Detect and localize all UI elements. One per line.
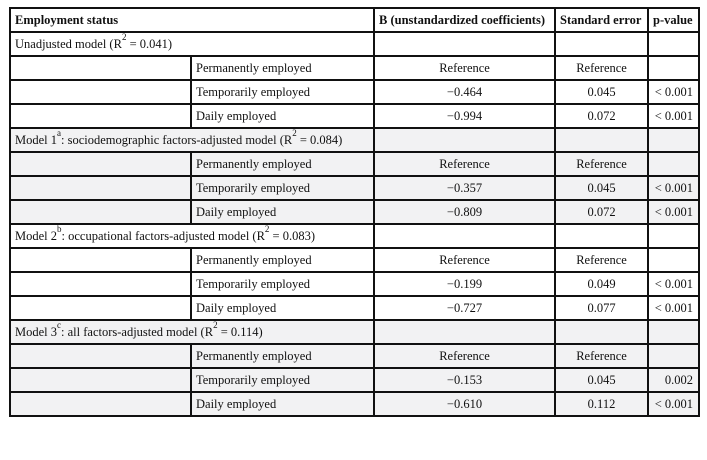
indent-cell <box>10 152 191 176</box>
p-value: 0.002 <box>648 368 699 392</box>
row-label: Daily employed <box>191 104 374 128</box>
p-value: < 0.001 <box>648 392 699 416</box>
b-value: −0.809 <box>374 200 555 224</box>
table-row <box>10 368 699 392</box>
empty-cell <box>648 32 699 56</box>
indent-cell <box>10 56 191 80</box>
model-title <box>10 224 374 248</box>
regression-table-container <box>9 7 698 417</box>
se-value: Reference <box>555 344 648 368</box>
model-description: : sociodemographic factors-adjusted model (R <box>61 132 293 147</box>
indent-cell <box>10 80 191 104</box>
table-row <box>10 344 699 368</box>
b-value: −0.727 <box>374 296 555 320</box>
row-label: Permanently employed <box>191 56 374 80</box>
row-label: Temporarily employed <box>191 176 374 200</box>
table-row <box>10 392 699 416</box>
se-value: 0.072 <box>555 200 648 224</box>
se-value: 0.045 <box>555 368 648 392</box>
empty-cell <box>374 32 555 56</box>
header-employment-status: Employment status <box>10 8 374 32</box>
empty-cell <box>555 320 648 344</box>
p-value: < 0.001 <box>648 176 699 200</box>
model-r2-value: = 0.114) <box>217 324 263 339</box>
indent-cell <box>10 104 191 128</box>
footnote-marker: c <box>57 320 62 331</box>
model-title-row <box>10 224 699 248</box>
se-value: 0.045 <box>555 80 648 104</box>
indent-cell <box>10 368 191 392</box>
se-value: 0.072 <box>555 104 648 128</box>
row-label: Daily employed <box>191 392 374 416</box>
model-title-text: Unadjusted model (R <box>15 36 122 51</box>
se-value: Reference <box>555 56 648 80</box>
indent-cell <box>10 176 191 200</box>
model-title <box>10 32 374 56</box>
b-value: −0.153 <box>374 368 555 392</box>
table-row <box>10 80 699 104</box>
row-label: Permanently employed <box>191 344 374 368</box>
row-label: Temporarily employed <box>191 368 374 392</box>
footnote-marker: b <box>57 224 62 235</box>
b-value: −0.610 <box>374 392 555 416</box>
r2-superscript: 2 <box>292 128 297 139</box>
header-standard-error: Standard error <box>555 8 648 32</box>
se-value: 0.112 <box>555 392 648 416</box>
row-label: Temporarily employed <box>191 272 374 296</box>
model-title-text: Model 1 <box>15 132 58 147</box>
p-value <box>648 56 699 80</box>
se-value: Reference <box>555 248 648 272</box>
se-value: 0.049 <box>555 272 648 296</box>
b-value: Reference <box>374 56 555 80</box>
footnote-marker: a <box>57 128 62 139</box>
empty-cell <box>374 224 555 248</box>
indent-cell <box>10 272 191 296</box>
empty-cell <box>648 320 699 344</box>
empty-cell <box>555 128 648 152</box>
table-row <box>10 104 699 128</box>
empty-cell <box>374 320 555 344</box>
row-label: Daily employed <box>191 200 374 224</box>
table-row <box>10 176 699 200</box>
se-value: 0.045 <box>555 176 648 200</box>
model-title-row <box>10 32 699 56</box>
row-label: Permanently employed <box>191 248 374 272</box>
se-value: 0.077 <box>555 296 648 320</box>
p-value: < 0.001 <box>648 80 699 104</box>
r2-superscript: 2 <box>264 224 270 235</box>
empty-cell <box>648 224 699 248</box>
b-value: −0.357 <box>374 176 555 200</box>
model-r2-value: = 0.041) <box>126 36 173 51</box>
regression-table <box>9 7 700 417</box>
table-row <box>10 56 699 80</box>
row-label: Daily employed <box>191 296 374 320</box>
empty-cell <box>555 32 648 56</box>
model-title-text: Model 3 <box>15 324 58 339</box>
empty-cell <box>374 128 555 152</box>
model-title <box>10 128 374 152</box>
table-row <box>10 296 699 320</box>
p-value: < 0.001 <box>648 296 699 320</box>
model-title-row <box>10 128 699 152</box>
p-value: < 0.001 <box>648 200 699 224</box>
p-value <box>648 248 699 272</box>
indent-cell <box>10 296 191 320</box>
indent-cell <box>10 392 191 416</box>
indent-cell <box>10 248 191 272</box>
indent-cell <box>10 344 191 368</box>
se-value: Reference <box>555 152 648 176</box>
table-row <box>10 200 699 224</box>
b-value: Reference <box>374 344 555 368</box>
p-value <box>648 344 699 368</box>
p-value <box>648 152 699 176</box>
table-row <box>10 248 699 272</box>
table-row <box>10 152 699 176</box>
p-value: < 0.001 <box>648 104 699 128</box>
header-p-value: p-value <box>648 8 699 32</box>
r2-superscript: 2 <box>213 320 218 331</box>
b-value: −0.994 <box>374 104 555 128</box>
model-r2-value: = 0.084) <box>296 132 343 147</box>
model-title-row <box>10 320 699 344</box>
row-label: Permanently employed <box>191 152 374 176</box>
row-label: Temporarily employed <box>191 80 374 104</box>
p-value: < 0.001 <box>648 272 699 296</box>
indent-cell <box>10 200 191 224</box>
empty-cell <box>648 128 699 152</box>
b-value: Reference <box>374 152 555 176</box>
model-title-text: Model 2 <box>15 228 58 243</box>
model-title <box>10 320 374 344</box>
b-value: Reference <box>374 248 555 272</box>
model-description: : occupational factors-adjusted model (R <box>61 228 265 243</box>
b-value: −0.199 <box>374 272 555 296</box>
header-row <box>10 8 699 32</box>
b-value: −0.464 <box>374 80 555 104</box>
r2-superscript: 2 <box>121 32 127 43</box>
model-r2-value: = 0.083) <box>269 228 316 243</box>
header-b-coefficients: B (unstandardized coefficients) <box>374 8 555 32</box>
empty-cell <box>555 224 648 248</box>
model-description: : all factors-adjusted model (R <box>61 324 214 339</box>
table-row <box>10 272 699 296</box>
